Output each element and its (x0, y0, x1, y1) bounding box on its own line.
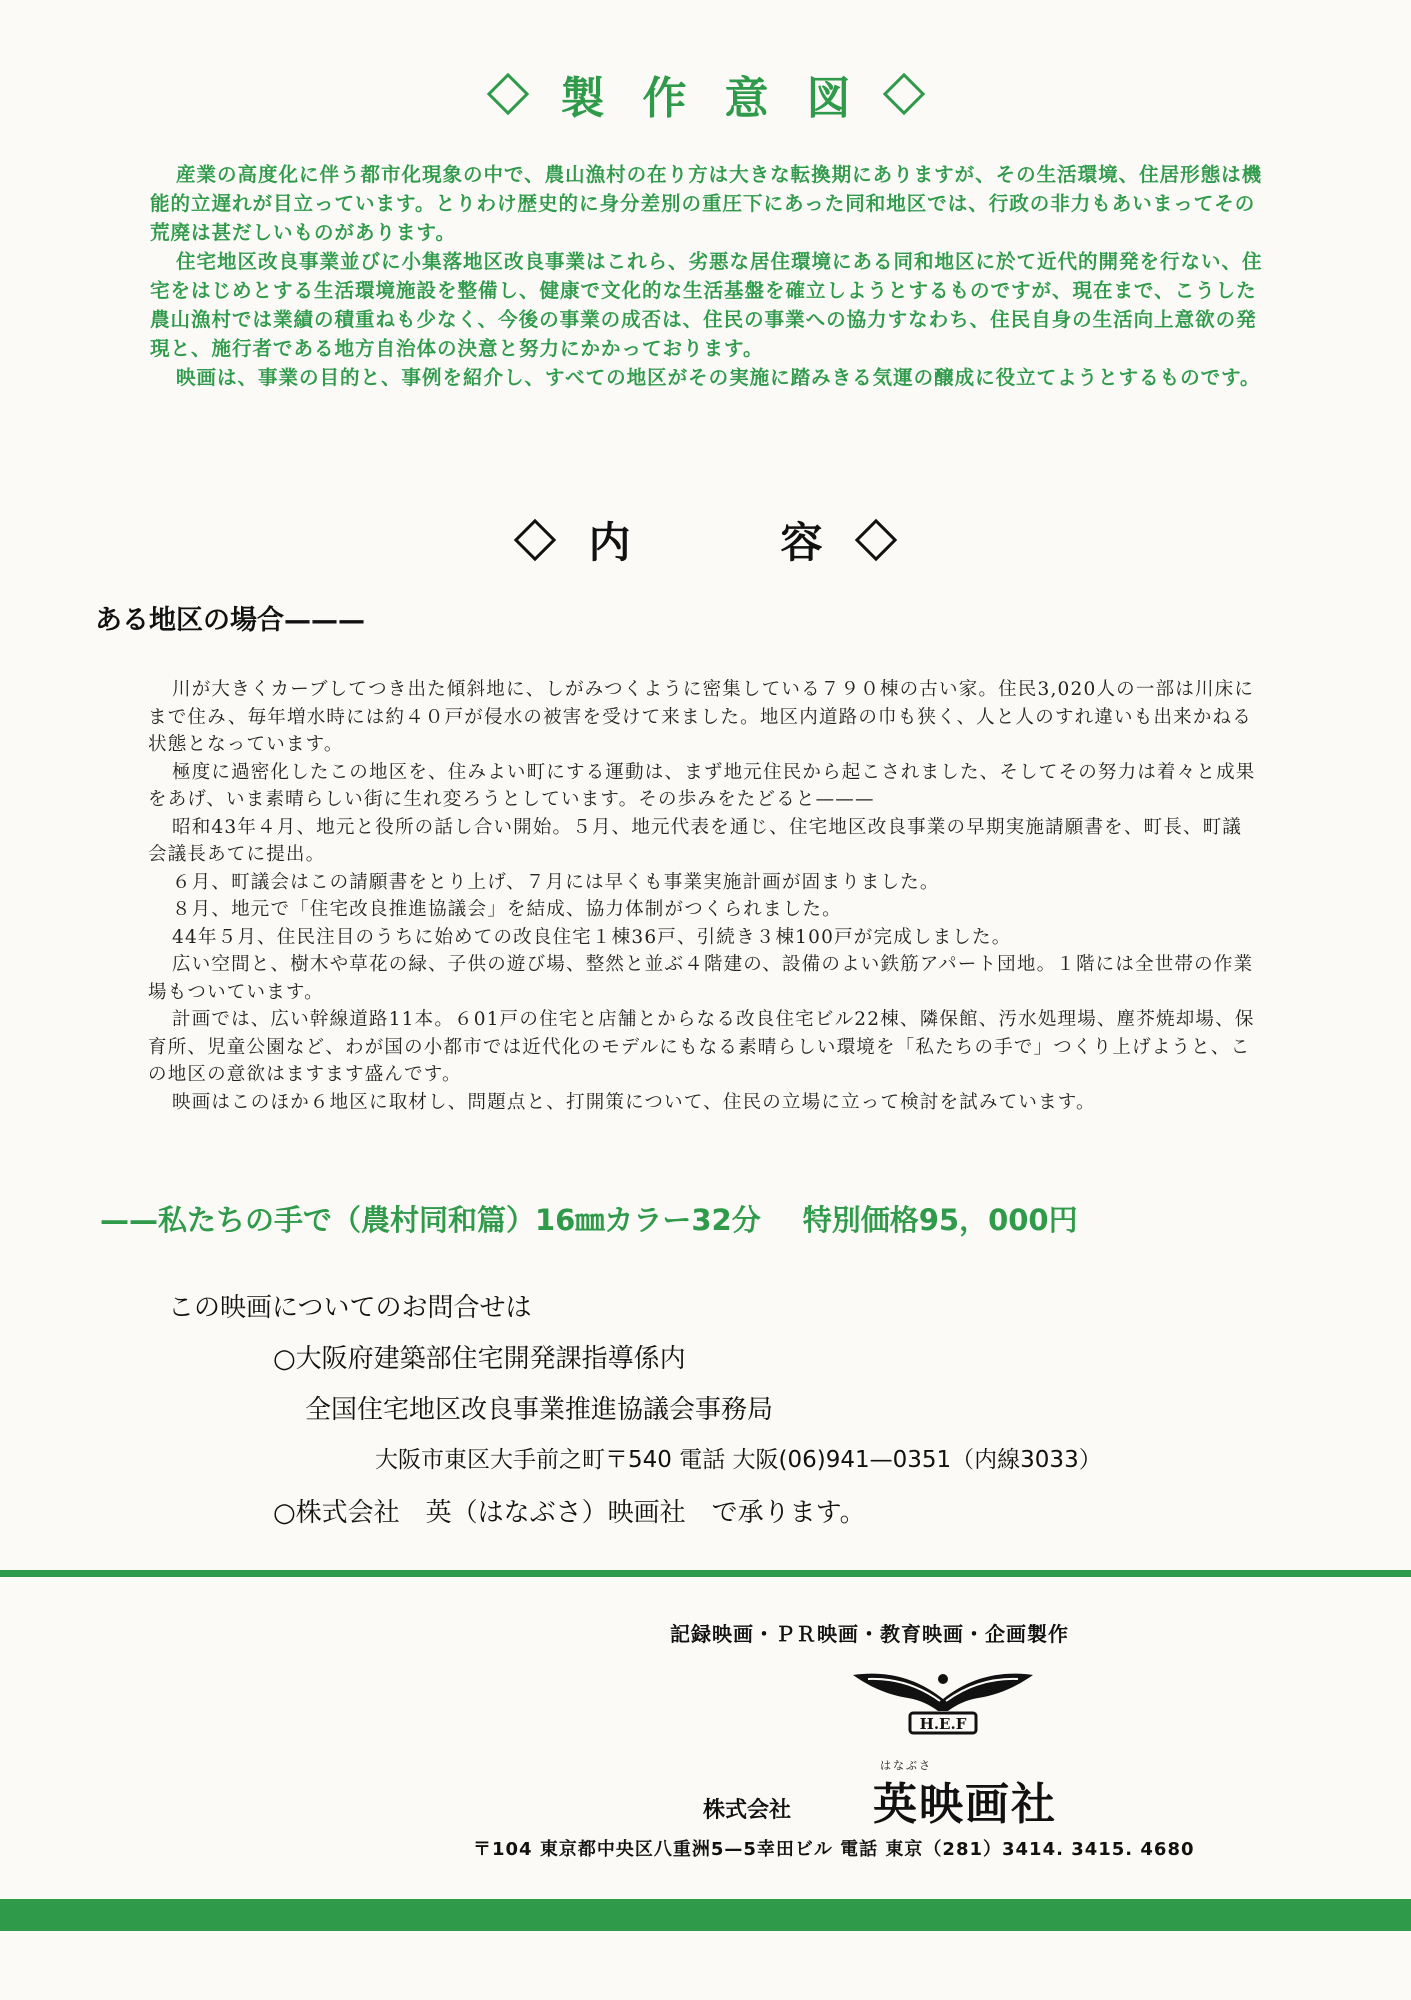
film-title: ——私たちの手で（農村同和篇）16㎜カラー32分 (100, 1203, 761, 1237)
content-paragraph: 昭和43年４月、地元と役所の話し合い開始。５月、地元代表を通じ、住宅地区改良事業の早期実施請願書を、町長、町議会議長あてに提出。 (148, 816, 1243, 865)
company-logo (848, 1665, 1038, 1740)
intent-paragraph: 産業の高度化に伴う都市化現象の中で、農山漁村の在り方は大きな転換期にありますが、その生活環境、住居形態は機能的立遅れが目立っています。とりわけ歴史的に身分差別の重圧下にあった同和地区では、行政の非力もあいまってその荒廃は甚だしいものがあります。 (150, 163, 1263, 244)
company-name: 英映画社 (873, 1779, 1057, 1830)
contact-org-company: ○株式会社 英（はなぶさ）映画社 で承ります。 (273, 1498, 866, 1528)
content-paragraph: 広い空間と、樹木や草花の緑、子供の遊び場、整然と並ぶ４階建の、設備のよい鉄筋アパート団地。１階には全世帯の作業場もついています。 (148, 954, 1254, 1003)
film-price: 特別価格95，000円 (802, 1203, 1078, 1237)
eagle-logo-icon (848, 1665, 1038, 1740)
company-prefix: 株式会社 (703, 1798, 792, 1823)
contact-intro: この映画についてのお問合せは (168, 1293, 532, 1323)
content-heading (0, 510, 1411, 570)
content-paragraph: 映画はこのほか６地区に取材し、問題点と、打開策について、住民の立場に立って検討を試みています。 (172, 1091, 1096, 1113)
contact-address: 大阪市東区大手前之町〒540 電話 大阪(06)941—0351（内線3033） (375, 1447, 1102, 1473)
company-ruby: はなぶさ (880, 1759, 932, 1772)
diamond-left-icon (514, 519, 556, 561)
contact-org-council: 全国住宅地区改良事業推進協議会事務局 (305, 1395, 774, 1425)
content-paragraph: 極度に過密化したこの地区を、住みよい町にする運動は、まず地元住民から起こされました、そしてその努力は着々と成果をあげ、いま素晴らしい街に生れ変ろうとしています。その歩みをたどると——— (148, 761, 1256, 810)
content-paragraph: 川が大きくカーブしてつき出た傾斜地に、しがみつくように密集している７９０棟の古い家。住民3,020人の一部は川床にまで住み、毎年増水時には約４０戸が侵水の被害を受けて来ました。地区内道路の巾も狭く、人と人のすれ違いも出来かねる状態となっています。 (148, 679, 1255, 755)
logo-text: H.E.F (919, 1715, 967, 1733)
content-paragraph: 計画では、広い幹線道路11本。６01戸の住宅と店舗とからなる改良住宅ビル22棟、隣保館、汚水処理場、塵芥焼却場、保育所、児童公園など、わが国の小都市では近代化のモデルにもなる素晴らしい環境を「私たちの手で」つくり上げようと、この地区の意欲はますます盛んです。 (148, 1009, 1255, 1085)
film-info (100, 1198, 1280, 1239)
content-paragraph: ８月、地元で「住宅改良推進協議会」を結成、協力体制がつくられました。 (172, 899, 842, 920)
contact-org-osaka: ○大阪府建築部住宅開発課指導係内 (273, 1344, 686, 1374)
diamond-left-icon (486, 73, 528, 115)
green-divider-top (0, 1570, 1411, 1577)
intent-title: 製作意図 (560, 73, 889, 124)
intent-paragraph: 映画は、事業の目的と、事例を紹介し、すべての地区がその実施に踏みきる気運の醸成に役立てようとするものです。 (176, 366, 1261, 389)
diamond-right-icon (882, 73, 924, 115)
content-paragraph: ６月、町議会はこの請願書をとり上げ、７月には早くも事業実施計画が固まりました。 (172, 871, 940, 893)
intent-body (150, 160, 1268, 392)
services-list: 記録映画・ＰＲ映画・教育映画・企画製作 (670, 1622, 1069, 1646)
intent-paragraph: 住宅地区改良事業並びに小集落地区改良事業はこれら、劣悪な居住環境にある同和地区に於て近代的開発を行ない、住宅をはじめとする生活環境施設を整備し、健康で文化的な生活基盤を確立しようとするものですが、現在まで、こうした農山漁村では業績の積重ねも少なく、今後の事業の成否は、住民の事業への協力すなわち、住民自身の生活向上意欲の発現と、施行者である地方自治体の決意と努力にかかっております。 (150, 250, 1263, 360)
company-address: 〒104 東京都中央区八重洲5—5幸田ビル 電話 東京（281）3414. 3415. 4680 (473, 1839, 1195, 1860)
content-title: 内容 (588, 518, 973, 567)
content-paragraph: 44年５月、住民注目のうちに始めての改良住宅１棟36戸、引続き３棟100戸が完成しました。 (172, 926, 1012, 948)
green-band-bottom (0, 1899, 1411, 1931)
case-subheading: ある地区の場合——— (95, 605, 365, 636)
content-body (148, 676, 1260, 1116)
intent-heading (0, 62, 1411, 126)
